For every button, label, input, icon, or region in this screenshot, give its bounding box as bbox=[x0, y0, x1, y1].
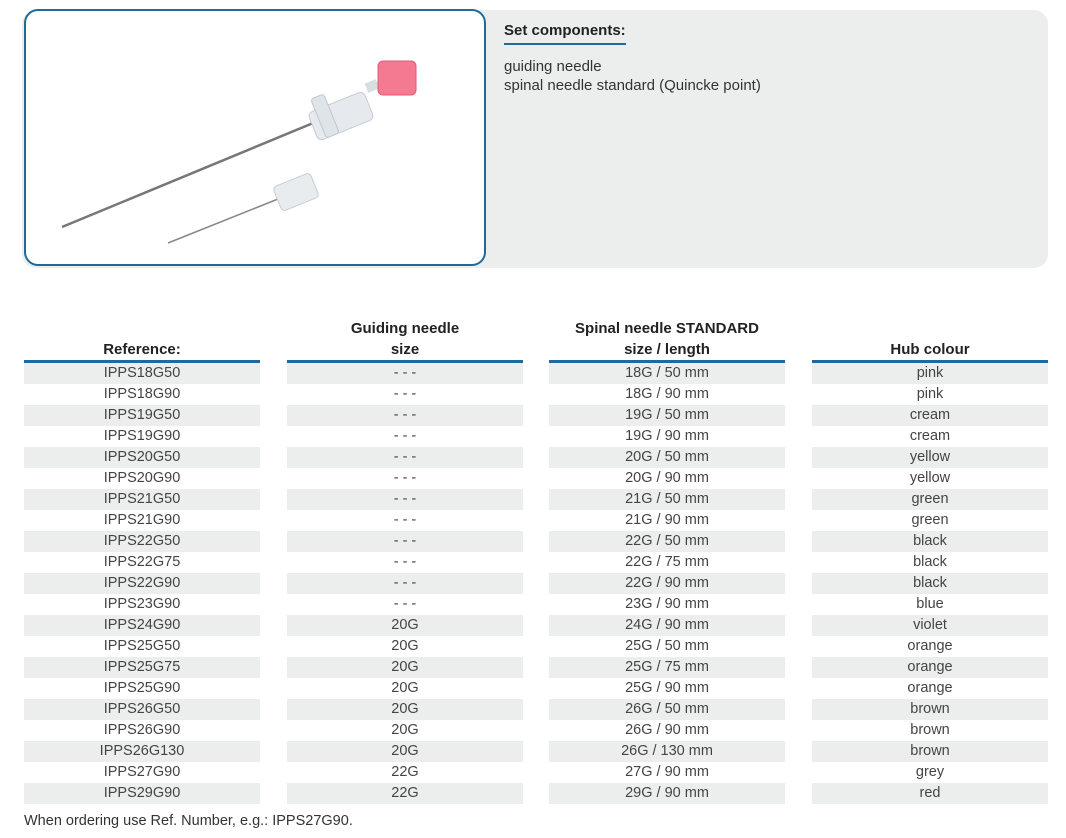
cell-hub-colour: black bbox=[812, 552, 1048, 573]
cell-guiding-needle-size: 20G bbox=[287, 615, 523, 636]
set-components-title: Set components: bbox=[504, 22, 626, 45]
cell-reference: IPPS25G50 bbox=[24, 636, 260, 657]
cell-hub-colour: orange bbox=[812, 636, 1048, 657]
cell-hub-colour: yellow bbox=[812, 447, 1048, 468]
cell-spinal-needle-size: 21G / 50 mm bbox=[549, 489, 785, 510]
ordering-note: When ordering use Ref. Number, e.g.: IPPS27G90. bbox=[24, 813, 353, 829]
cell-reference: IPPS18G90 bbox=[24, 384, 260, 405]
cell-hub-colour: green bbox=[812, 489, 1048, 510]
cell-guiding-needle-size: - - - bbox=[287, 510, 523, 531]
cell-hub-colour: brown bbox=[812, 699, 1048, 720]
cell-guiding-needle-size: - - - bbox=[287, 405, 523, 426]
cell-reference: IPPS25G90 bbox=[24, 678, 260, 699]
cell-guiding-needle-size: 22G bbox=[287, 762, 523, 783]
cell-spinal-needle-size: 19G / 50 mm bbox=[549, 405, 785, 426]
cell-hub-colour: green bbox=[812, 510, 1048, 531]
cell-guiding-needle-size: 20G bbox=[287, 636, 523, 657]
cell-spinal-needle-size: 18G / 90 mm bbox=[549, 384, 785, 405]
cell-guiding-needle-size: 20G bbox=[287, 678, 523, 699]
cell-guiding-needle-size: - - - bbox=[287, 363, 523, 384]
cell-reference: IPPS21G90 bbox=[24, 510, 260, 531]
cell-hub-colour: cream bbox=[812, 405, 1048, 426]
cell-guiding-needle-size: - - - bbox=[287, 426, 523, 447]
cell-spinal-needle-size: 22G / 50 mm bbox=[549, 531, 785, 552]
cell-reference: IPPS22G90 bbox=[24, 573, 260, 594]
cell-spinal-needle-size: 22G / 90 mm bbox=[549, 573, 785, 594]
column-header-hub-colour: Hub colour bbox=[890, 341, 970, 358]
cell-spinal-needle-size: 19G / 90 mm bbox=[549, 426, 785, 447]
cell-hub-colour: orange bbox=[812, 657, 1048, 678]
cell-spinal-needle-size: 25G / 90 mm bbox=[549, 678, 785, 699]
cell-spinal-needle-size: 24G / 90 mm bbox=[549, 615, 785, 636]
cell-guiding-needle-size: 22G bbox=[287, 783, 523, 804]
cell-hub-colour: brown bbox=[812, 741, 1048, 762]
cell-reference: IPPS26G130 bbox=[24, 741, 260, 762]
cell-guiding-needle-size: - - - bbox=[287, 552, 523, 573]
cell-hub-colour: cream bbox=[812, 426, 1048, 447]
cell-spinal-needle-size: 20G / 50 mm bbox=[549, 447, 785, 468]
cell-guiding-needle-size: - - - bbox=[287, 594, 523, 615]
cell-reference: IPPS22G75 bbox=[24, 552, 260, 573]
column-reference bbox=[24, 316, 260, 804]
cell-spinal-needle-size: 23G / 90 mm bbox=[549, 594, 785, 615]
cell-reference: IPPS25G75 bbox=[24, 657, 260, 678]
cell-reference: IPPS19G50 bbox=[24, 405, 260, 426]
cell-spinal-needle-size: 21G / 90 mm bbox=[549, 510, 785, 531]
cell-guiding-needle-size: 20G bbox=[287, 657, 523, 678]
cell-spinal-needle-size: 18G / 50 mm bbox=[549, 363, 785, 384]
cell-reference: IPPS22G50 bbox=[24, 531, 260, 552]
set-components bbox=[504, 22, 761, 95]
cell-reference: IPPS18G50 bbox=[24, 363, 260, 384]
column-hub-colour bbox=[812, 316, 1048, 804]
cell-guiding-needle-size: 20G bbox=[287, 720, 523, 741]
component-item: guiding needle bbox=[504, 58, 602, 75]
cell-hub-colour: violet bbox=[812, 615, 1048, 636]
cell-reference: IPPS23G90 bbox=[24, 594, 260, 615]
column-spinal-needle-size bbox=[549, 316, 785, 804]
product-image bbox=[24, 9, 486, 266]
cell-spinal-needle-size: 25G / 75 mm bbox=[549, 657, 785, 678]
cell-guiding-needle-size: - - - bbox=[287, 531, 523, 552]
cell-reference: IPPS26G50 bbox=[24, 699, 260, 720]
cell-hub-colour: pink bbox=[812, 363, 1048, 384]
column-guiding-needle-size bbox=[287, 316, 523, 804]
cell-reference: IPPS29G90 bbox=[24, 783, 260, 804]
cell-hub-colour: orange bbox=[812, 678, 1048, 699]
cell-guiding-needle-size: - - - bbox=[287, 447, 523, 468]
cell-reference: IPPS19G90 bbox=[24, 426, 260, 447]
cell-guiding-needle-size: 20G bbox=[287, 741, 523, 762]
cell-spinal-needle-size: 27G / 90 mm bbox=[549, 762, 785, 783]
cell-reference: IPPS21G50 bbox=[24, 489, 260, 510]
cell-guiding-needle-size: - - - bbox=[287, 468, 523, 489]
cell-spinal-needle-size: 26G / 50 mm bbox=[549, 699, 785, 720]
cell-hub-colour: black bbox=[812, 531, 1048, 552]
cell-hub-colour: blue bbox=[812, 594, 1048, 615]
cell-guiding-needle-size: 20G bbox=[287, 699, 523, 720]
cell-hub-colour: red bbox=[812, 783, 1048, 804]
cell-hub-colour: black bbox=[812, 573, 1048, 594]
cell-spinal-needle-size: 26G / 90 mm bbox=[549, 720, 785, 741]
column-header-reference: Reference: bbox=[103, 341, 181, 358]
cell-reference: IPPS20G50 bbox=[24, 447, 260, 468]
cell-reference: IPPS26G90 bbox=[24, 720, 260, 741]
cell-guiding-needle-size: - - - bbox=[287, 573, 523, 594]
cell-reference: IPPS27G90 bbox=[24, 762, 260, 783]
spinal-needle-illustration bbox=[26, 11, 484, 264]
cell-hub-colour: yellow bbox=[812, 468, 1048, 489]
cell-guiding-needle-size: - - - bbox=[287, 384, 523, 405]
cell-spinal-needle-size: 29G / 90 mm bbox=[549, 783, 785, 804]
cell-hub-colour: pink bbox=[812, 384, 1048, 405]
cell-reference: IPPS20G90 bbox=[24, 468, 260, 489]
cell-reference: IPPS24G90 bbox=[24, 615, 260, 636]
cell-spinal-needle-size: 25G / 50 mm bbox=[549, 636, 785, 657]
cell-spinal-needle-size: 20G / 90 mm bbox=[549, 468, 785, 489]
cell-spinal-needle-size: 22G / 75 mm bbox=[549, 552, 785, 573]
cell-guiding-needle-size: - - - bbox=[287, 489, 523, 510]
column-header-spinal-needle-size: Spinal needle STANDARD size / length bbox=[575, 320, 759, 358]
cell-spinal-needle-size: 26G / 130 mm bbox=[549, 741, 785, 762]
cell-hub-colour: brown bbox=[812, 720, 1048, 741]
column-header-guiding-needle-size: Guiding needle size bbox=[350, 320, 460, 358]
cell-hub-colour: grey bbox=[812, 762, 1048, 783]
component-item: spinal needle standard (Quincke point) bbox=[504, 77, 761, 94]
